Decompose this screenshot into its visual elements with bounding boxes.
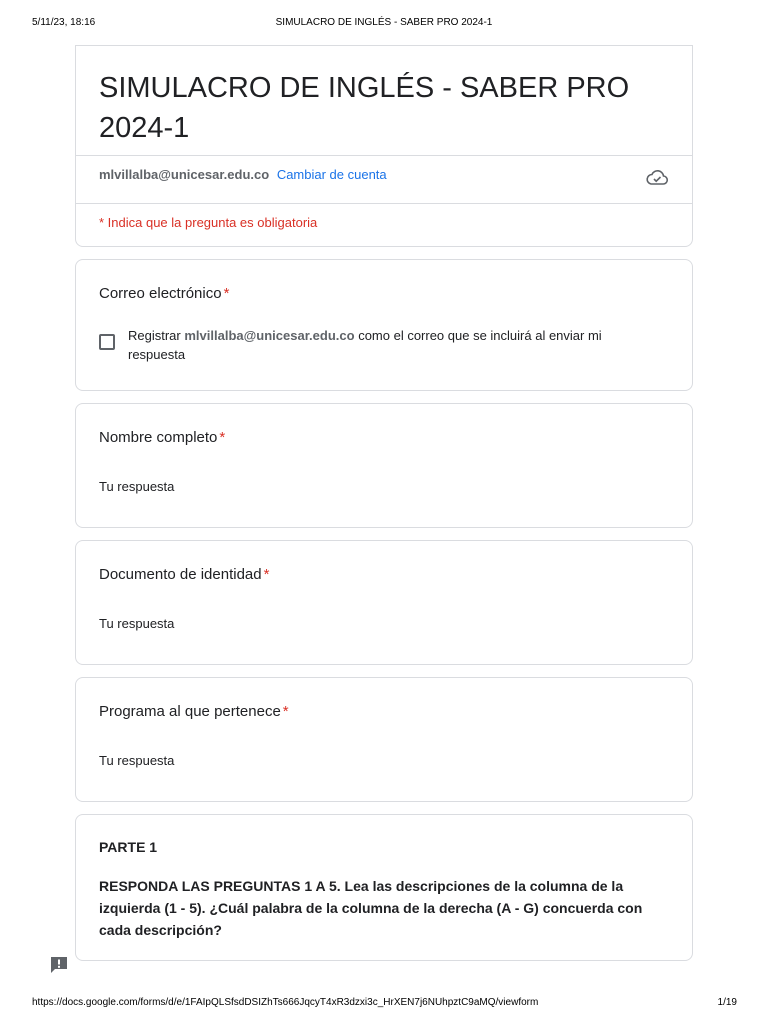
id-document-input[interactable]: Tu respuesta [99, 616, 175, 631]
required-asterisk: * [282, 703, 289, 720]
form-title: SIMULACRO DE INGLÉS - SABER PRO 2024-1 [99, 72, 630, 144]
question-label: Correo electrónico [99, 285, 222, 302]
required-note: * Indica que la pregunta es obligatoria [99, 215, 318, 230]
account-divider [76, 203, 692, 204]
question-label: Documento de identidad [99, 566, 262, 583]
section-part-1 [75, 814, 693, 961]
form-header-card [75, 45, 693, 247]
program-input[interactable]: Tu respuesta [99, 753, 175, 768]
section-instructions: RESPONDA LAS PREGUNTAS 1 A 5. Lea las descripciones de la columna de la izquierda (1 - 5). ¿Cuál palabra de la columna de la derecha (A - G) concuerda con cada descripción? [99, 878, 643, 938]
section-title: PARTE 1 [99, 839, 158, 855]
switch-account-link[interactable]: Cambiar de cuenta [276, 167, 387, 182]
print-doc-title: SIMULACRO DE INGLÉS - SABER PRO 2024-1 [275, 17, 493, 28]
account-row [99, 167, 387, 182]
question-label: Programa al que pertenece [99, 703, 281, 720]
question-email [75, 259, 693, 391]
question-title [99, 703, 289, 720]
print-page-number: 1/19 [717, 997, 737, 1008]
print-footer [0, 997, 768, 1011]
record-email-label[interactable] [128, 326, 648, 364]
question-title [99, 429, 225, 446]
question-label: Nombre completo [99, 429, 218, 446]
cloud-saved-icon [645, 167, 669, 187]
checkbox-prefix: Registrar [128, 328, 181, 343]
feedback-icon[interactable] [49, 955, 69, 975]
record-email-checkbox[interactable] [99, 334, 115, 350]
checkbox-suffix: como el correo que se incluirá al enviar mi respuesta [128, 328, 602, 362]
required-asterisk: * [223, 285, 230, 302]
print-header [0, 17, 768, 31]
print-date: 5/11/23, 18:16 [32, 17, 96, 28]
account-email: mlvillalba@unicesar.edu.co [99, 167, 270, 182]
required-asterisk: * [263, 566, 270, 583]
header-divider [76, 155, 692, 156]
question-id-document [75, 540, 693, 665]
checkbox-email: mlvillalba@unicesar.edu.co [184, 328, 355, 343]
question-full-name [75, 403, 693, 528]
question-title [99, 566, 269, 583]
print-url: https://docs.google.com/forms/d/e/1FAIpQLSfsdDSIZhTs666JqcyT4xR3dzxi3c_HrXEN7j6NUhpztC9aMQ/viewform [32, 997, 539, 1008]
full-name-input[interactable]: Tu respuesta [99, 479, 175, 494]
question-title [99, 285, 229, 302]
required-asterisk: * [219, 429, 226, 446]
question-program [75, 677, 693, 802]
